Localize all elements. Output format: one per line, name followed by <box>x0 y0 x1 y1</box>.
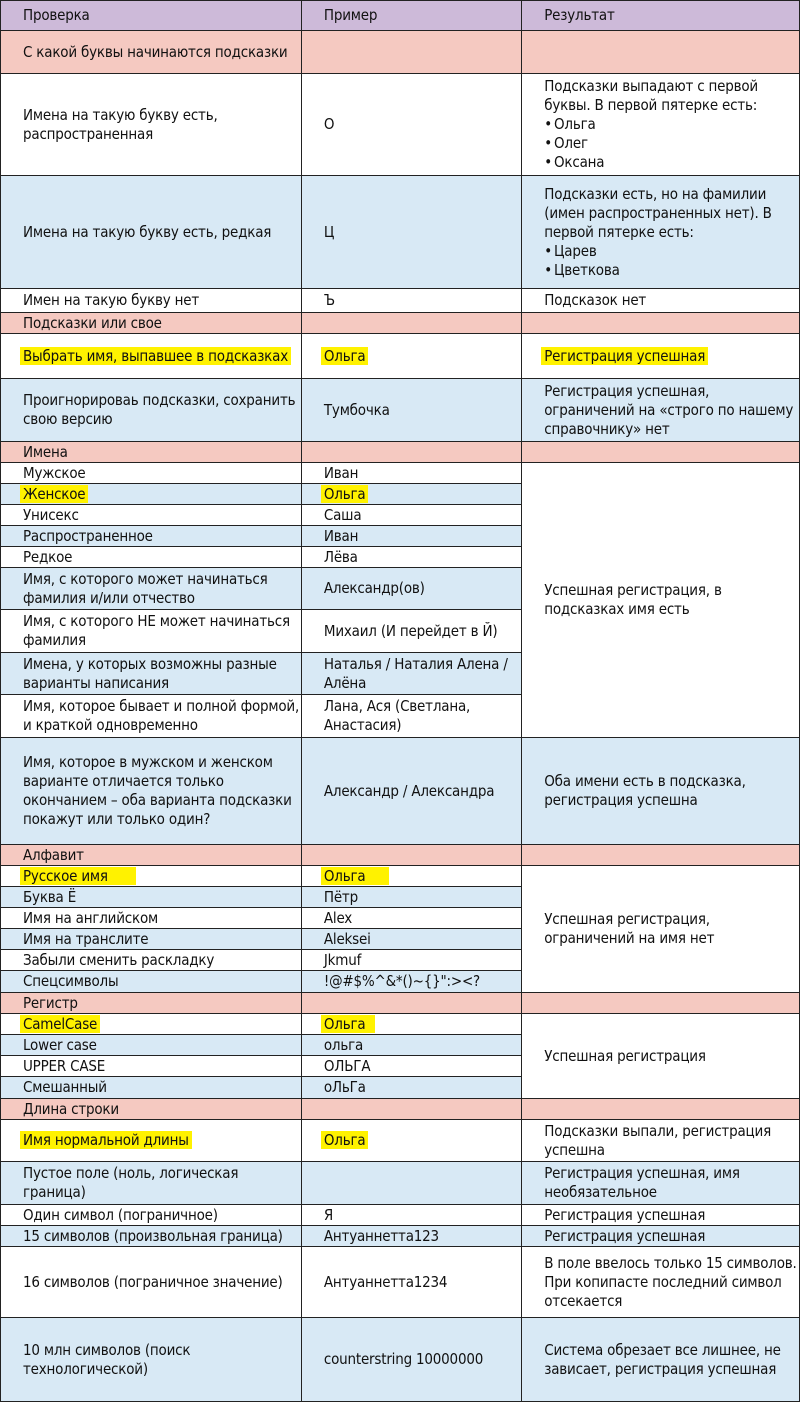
table-row <box>1 463 800 484</box>
example-cell: Пётр <box>301 887 521 908</box>
check-cell <box>1 1014 302 1035</box>
check-cell: Имя на транслите <box>1 929 302 950</box>
result-cell: Успешная регистрация, в подсказках имя есть <box>522 463 800 738</box>
highlighted-text: CamelCase <box>20 1015 100 1033</box>
check-cell: Имя на английском <box>1 908 302 929</box>
result-cell: Регистрация успешная <box>522 1205 800 1226</box>
highlighted-text: Регистрация успешная <box>541 347 708 365</box>
check-cell: Имена на такую букву есть, редкая <box>1 176 302 289</box>
list-item: • Олег <box>544 134 799 153</box>
section-row <box>1 313 800 334</box>
table-row <box>1 176 800 289</box>
highlighted-text: Ольга <box>321 347 369 365</box>
example-cell: ольга <box>301 1035 521 1056</box>
check-cell: Имя, с которого может начинаться фамилия и/или отчество <box>1 568 302 610</box>
section-row <box>1 31 800 74</box>
table-row <box>1 738 800 845</box>
example-cell: Я <box>301 1205 521 1226</box>
check-cell: Спецсимволы <box>1 971 302 993</box>
table-row <box>1 379 800 442</box>
header-check: Проверка <box>1 1 302 31</box>
example-cell: Антуаннетта1234 <box>301 1247 521 1318</box>
check-cell: 16 символов (пограничное значение) <box>1 1247 302 1318</box>
example-cell: Ъ <box>301 289 521 313</box>
example-cell: Alex <box>301 908 521 929</box>
check-cell <box>1 866 302 887</box>
check-cell <box>1 334 302 379</box>
section-title: Подсказки или свое <box>1 313 302 334</box>
table-row <box>1 1247 800 1318</box>
check-cell: Имен на такую букву нет <box>1 289 302 313</box>
section-title: Регистр <box>1 993 302 1014</box>
example-cell <box>301 334 521 379</box>
example-cell: Ц <box>301 176 521 289</box>
section-title: С какой буквы начинаются подсказки <box>1 31 302 74</box>
example-cell: Тумбочка <box>301 379 521 442</box>
highlighted-text: Ольга <box>321 1015 376 1033</box>
result-list <box>544 115 799 172</box>
check-cell <box>1 1120 302 1162</box>
table-row <box>1 334 800 379</box>
check-cell: Имя, которое в мужском и женском варианте отличается только окончанием – оба варианта подсказки покажут или только один? <box>1 738 302 845</box>
check-cell: Смешанный <box>1 1077 302 1099</box>
result-cell: Подсказки выпали, регистрация успешна <box>522 1120 800 1162</box>
result-cell: Подсказок нет <box>522 289 800 313</box>
table-row <box>1 289 800 313</box>
result-intro: Подсказки есть, но на фамилии (имен распространенных нет). В первой пятерке есть: <box>544 184 772 241</box>
list-item: • Цветкова <box>544 261 799 280</box>
section-row <box>1 845 800 866</box>
check-cell <box>1 484 302 505</box>
check-cell: Имя, которое бывает и полной формой, и краткой одновременно <box>1 695 302 738</box>
table-row <box>1 1014 800 1035</box>
check-cell: Редкое <box>1 547 302 568</box>
result-cell: Система обрезает все лишнее, не зависает, регистрация успешная <box>522 1318 800 1402</box>
result-list <box>544 242 799 280</box>
check-cell: Распространенное <box>1 526 302 547</box>
example-cell: Лана, Ася (Светлана, Анастасия) <box>301 695 521 738</box>
result-cell: Успешная регистрация <box>522 1014 800 1099</box>
example-cell <box>301 866 521 887</box>
highlighted-text: Выбрать имя, выпавшее в подсказках <box>20 347 291 365</box>
check-cell: Пустое поле (ноль, логическая граница) <box>1 1162 302 1205</box>
result-cell: В поле ввелось только 15 символов. При копипасте последний символ отсекается <box>522 1247 800 1318</box>
check-cell: Забыли сменить раскладку <box>1 950 302 971</box>
table-row <box>1 1162 800 1205</box>
example-cell <box>301 1014 521 1035</box>
result-cell: Регистрация успешная, ограничений на «строго по нашему справочнику» нет <box>522 379 800 442</box>
result-cell: Регистрация успешная, имя необязательное <box>522 1162 800 1205</box>
highlighted-text: Имя нормальной длины <box>20 1131 192 1149</box>
check-cell: Имена, у которых возможны разные варианты написания <box>1 653 302 695</box>
example-cell: Наталья / Наталия Алена / Алёна <box>301 653 521 695</box>
example-cell: Jkmuf <box>301 950 521 971</box>
check-cell: Один символ (пограничное) <box>1 1205 302 1226</box>
example-cell: оЛьГа <box>301 1077 521 1099</box>
section-row <box>1 442 800 463</box>
example-cell: Aleksei <box>301 929 521 950</box>
example-cell: Александр(ов) <box>301 568 521 610</box>
check-cell: Lower case <box>1 1035 302 1056</box>
table-row <box>1 1318 800 1402</box>
header-result: Результат <box>522 1 800 31</box>
example-cell <box>301 1120 521 1162</box>
table-row <box>1 866 800 887</box>
check-cell: Имена на такую букву есть, распространенная <box>1 74 302 176</box>
check-cell: UPPER CASE <box>1 1056 302 1077</box>
highlighted-text: Ольга <box>321 485 369 503</box>
example-cell: Иван <box>301 526 521 547</box>
example-cell: !@#$%^&*()~{}":><? <box>301 971 521 993</box>
check-cell: Проигнорироваь подсказки, сохранить свою версию <box>1 379 302 442</box>
highlighted-text: Русское имя <box>20 867 136 885</box>
example-cell <box>301 1162 521 1205</box>
highlighted-text: Ольга <box>321 867 390 885</box>
result-cell <box>522 176 800 289</box>
section-row <box>1 1099 800 1120</box>
example-cell: counterstring 10000000 <box>301 1318 521 1402</box>
check-cell: Мужское <box>1 463 302 484</box>
example-cell: Александр / Александра <box>301 738 521 845</box>
example-cell: Саша <box>301 505 521 526</box>
table-row <box>1 1205 800 1226</box>
header-example: Пример <box>301 1 521 31</box>
list-item: • Ольга <box>544 115 799 134</box>
example-cell <box>301 484 521 505</box>
table-row <box>1 74 800 176</box>
check-cell: 15 символов (произвольная граница) <box>1 1226 302 1247</box>
list-item: • Оксана <box>544 153 799 172</box>
list-item: • Царев <box>544 242 799 261</box>
result-intro: Подсказки выпадают с первой буквы. В первой пятерке есть: <box>544 77 758 114</box>
table-row <box>1 1120 800 1162</box>
highlighted-text: Ольга <box>321 1131 369 1149</box>
section-title: Имена <box>1 442 302 463</box>
check-cell: Буква Ё <box>1 887 302 908</box>
section-title: Длина строки <box>1 1099 302 1120</box>
example-cell: Антуаннетта123 <box>301 1226 521 1247</box>
section-title: Алфавит <box>1 845 302 866</box>
check-cell: Унисекс <box>1 505 302 526</box>
example-cell: Лёва <box>301 547 521 568</box>
check-cell: Имя, с которого НЕ может начинаться фамилия <box>1 610 302 653</box>
table-row <box>1 1226 800 1247</box>
check-cell: 10 млн символов (поиск технологической) <box>1 1318 302 1402</box>
header-row <box>1 1 800 31</box>
result-cell: Оба имени есть в подсказка, регистрация успешна <box>522 738 800 845</box>
result-cell <box>522 74 800 176</box>
example-cell: Иван <box>301 463 521 484</box>
highlighted-text: Женское <box>20 485 88 503</box>
result-cell: Успешная регистрация, ограничений на имя нет <box>522 866 800 993</box>
section-row <box>1 993 800 1014</box>
result-cell: Регистрация успешная <box>522 1226 800 1247</box>
example-cell: Михаил (И перейдет в Й) <box>301 610 521 653</box>
example-cell: О <box>301 74 521 176</box>
example-cell: ОЛЬГА <box>301 1056 521 1077</box>
result-cell <box>522 334 800 379</box>
